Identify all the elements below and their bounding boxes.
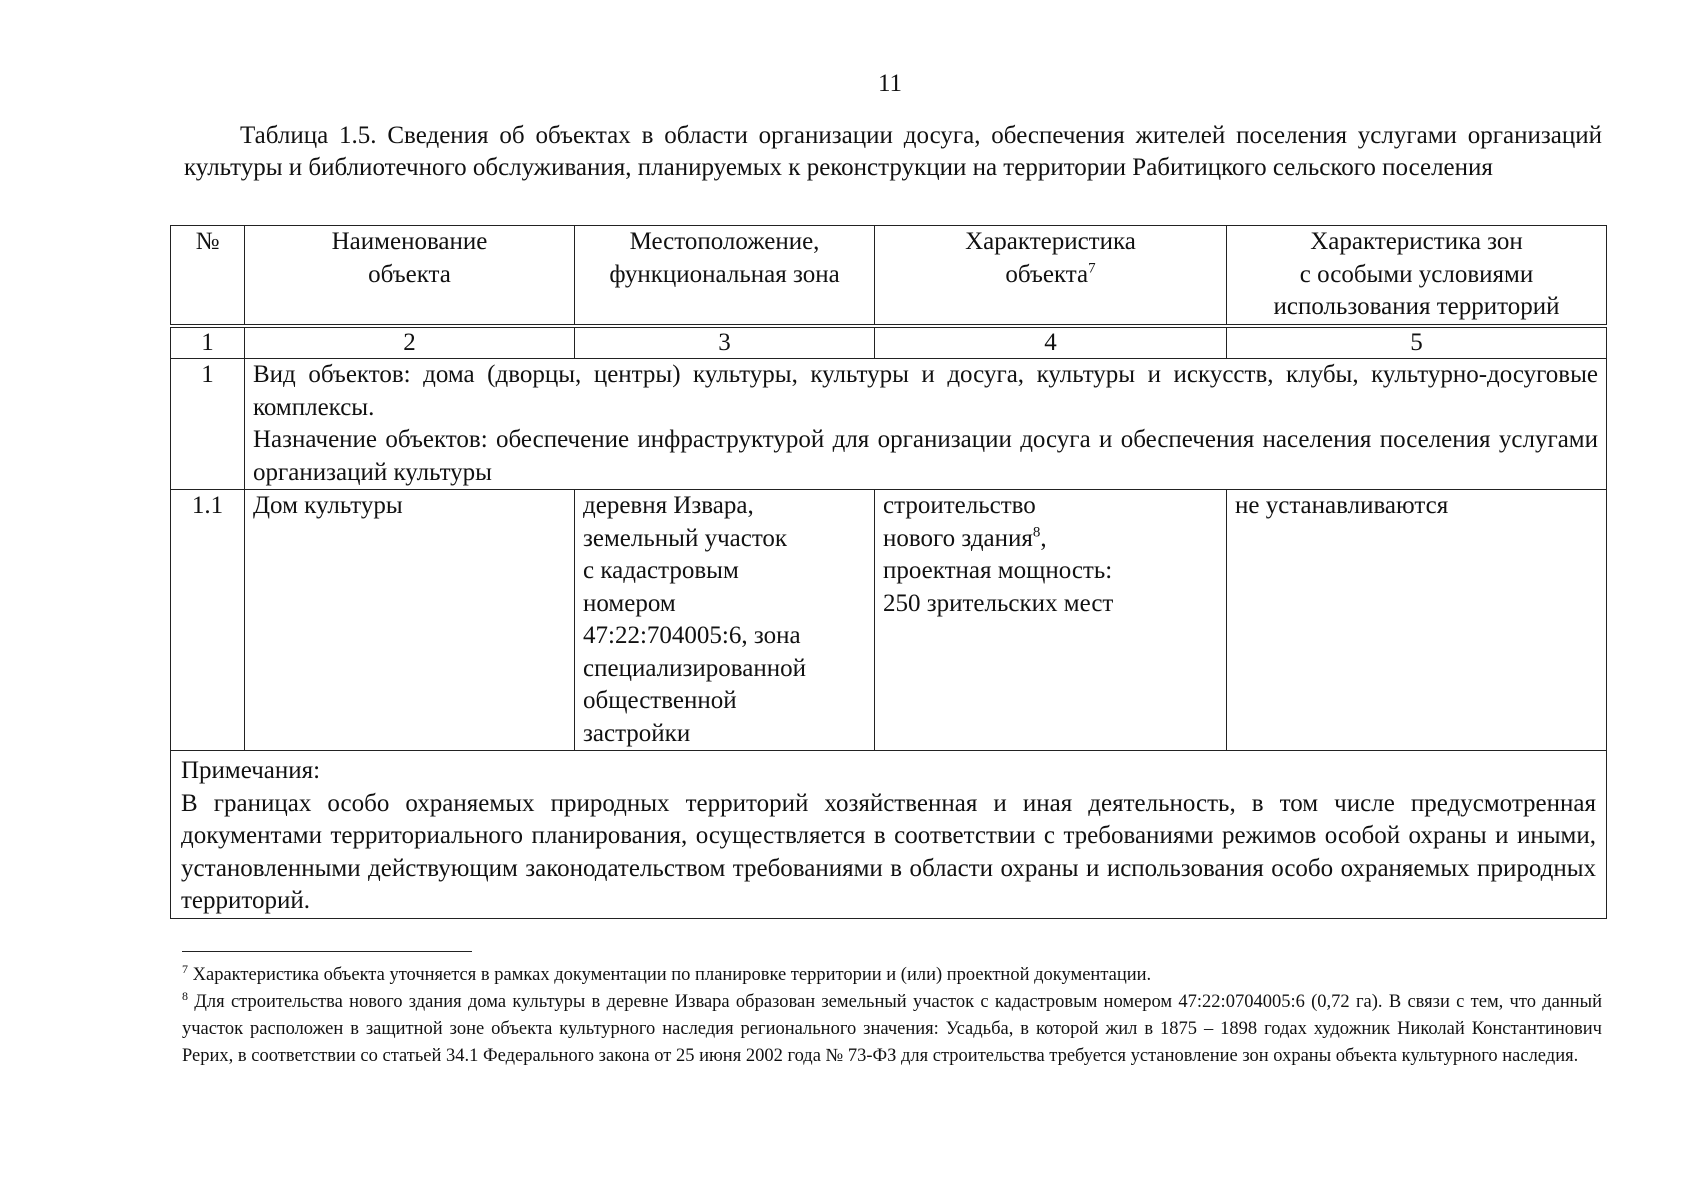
row-location: деревня Извара, земельный участок с кадастровым номером 47:22:704005:6, зона специализированной общественной застройки bbox=[575, 490, 875, 751]
group-num: 1 bbox=[171, 359, 245, 490]
column-number: 3 bbox=[575, 326, 875, 359]
footnotes bbox=[182, 962, 1602, 1070]
header-num: № bbox=[171, 226, 245, 327]
row-characteristic: строительство нового здания$^8$, проектная мощность: 250 зрительских мест bbox=[875, 490, 1227, 751]
group-row bbox=[171, 359, 1607, 490]
footnote-ref-7: 7 bbox=[1088, 260, 1096, 277]
group-description bbox=[245, 359, 1607, 490]
header-zones: Характеристика зон с особыми условиями использования территорий bbox=[1227, 226, 1607, 327]
footnote-separator bbox=[182, 951, 472, 952]
page-number: 11 bbox=[877, 70, 903, 97]
column-number: 5 bbox=[1227, 326, 1607, 359]
column-number: 2 bbox=[245, 326, 575, 359]
table-header-row bbox=[171, 226, 1607, 327]
row-num: 1.1 bbox=[171, 490, 245, 751]
notes-title: Примечания: bbox=[181, 757, 321, 784]
notes-cell bbox=[171, 751, 1607, 919]
header-location: Местоположение, функциональная зона bbox=[575, 226, 875, 327]
notes-text: В границах особо охраняемых природных территорий хозяйственная и иная деятельность, в том числе предусмотренная документами территориального планирования, осуществляется в соответствии с требованиями режимов особой охраны и иными, установленными действующим законодательством требованиями в области охраны и использования особо охраняемых природных территорий. bbox=[181, 789, 1596, 914]
footnote-ref-8: 8 bbox=[1032, 524, 1041, 541]
column-number: 1 bbox=[171, 326, 245, 359]
header-name: Наименование объекта bbox=[245, 226, 575, 327]
row-zones: не устанавливаются bbox=[1227, 490, 1607, 751]
table-caption: Таблица 1.5. Сведения об объектах в области организации досуга, обеспечения жителей поселения услугами организаций культуры и библиотечного обслуживания, планируемых к реконструкции на территории Рабитицкого сельского поселения bbox=[184, 122, 1602, 181]
column-number-row bbox=[171, 326, 1607, 359]
objects-table bbox=[170, 225, 1607, 919]
table-row bbox=[171, 490, 1607, 751]
notes-row bbox=[171, 751, 1607, 919]
header-characteristic: Характеристика объекта$^7$ bbox=[875, 226, 1227, 327]
column-number: 4 bbox=[875, 326, 1227, 359]
footnote-7: $^7$ Характеристика объекта уточняется в рамках документации по планировке территории и (или) проектной документации. bbox=[182, 961, 1152, 985]
footnote-8: $^8$ Для строительства нового здания дома культуры в деревне Извара образован земельный участок с кадастровым номером 47:22:0704005:6 (0,72 га). В связи с тем, что данный участок расположен в защитной зоне объекта культурного наследия регионального значения: Усадьба, в которой жил в 1875 – 1898 годах художник Николай Константинович Рерих, в соответствии со статьей 34.1 Федерального закона от 25 июня 2002 года № 73-ФЗ для строительства требуется установление зон охраны объекта культурного наследия. bbox=[182, 988, 1602, 1066]
group-purpose: Назначение объектов: обеспечение инфраструктурой для организации досуга и обеспечения населения поселения услугами организаций культуры bbox=[253, 426, 1598, 486]
row-name: Дом культуры bbox=[245, 490, 575, 751]
group-kind: Вид объектов: дома (дворцы, центры) культуры, культуры и досуга, культуры и искусств, клубы, культурно-досуговые комплексы. bbox=[253, 361, 1598, 421]
